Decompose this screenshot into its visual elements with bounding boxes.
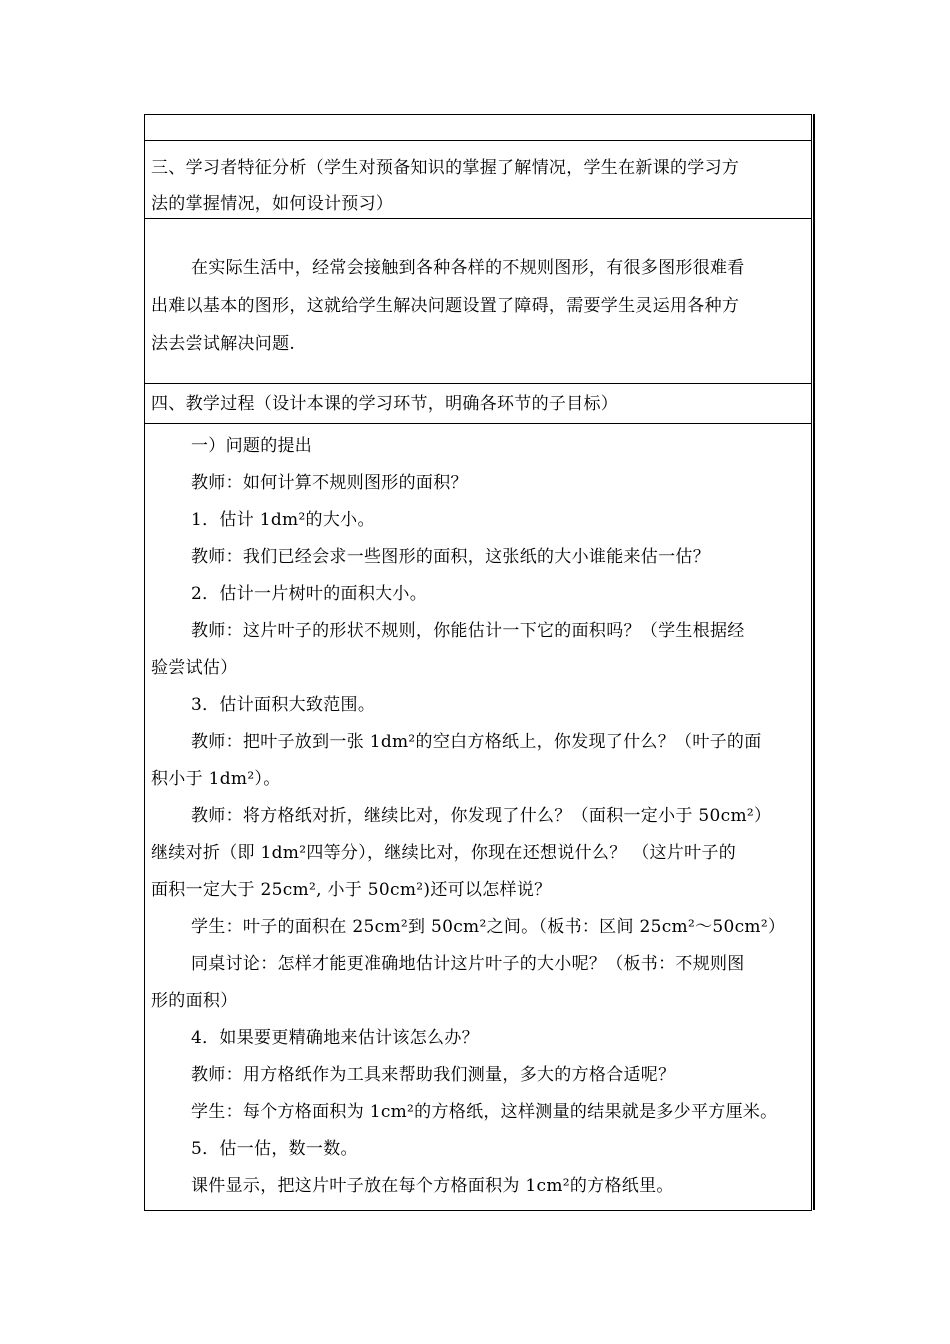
section3-heading-line-1: 三、学习者特征分析（学生对预备知识的掌握了解情况，学生在新课的学习方 <box>151 158 740 178</box>
section4-heading: 四、教学过程（设计本课的学习环节，明确各环节的子目标） <box>151 394 619 414</box>
process-line: 学生：叶子的面积在 25cm²到 50cm²之间。（板书：区间 25cm²～50cm²） <box>191 917 786 937</box>
section4-body-cell <box>145 424 811 1211</box>
process-line: 课件显示，把这片叶子放在每个方格面积为 1cm²的方格纸里。 <box>191 1176 674 1196</box>
process-line: 教师：把叶子放到一张 1dm²的空白方格纸上，你发现了什么？（叶子的面 <box>191 732 762 752</box>
empty-row <box>145 115 811 141</box>
section3-heading-cell <box>145 141 811 219</box>
process-line: 一）问题的提出 <box>191 436 313 456</box>
process-line: 教师：将方格纸对折，继续比对，你发现了什么？（面积一定小于 50cm²） <box>191 806 772 826</box>
process-line: 5．估一估，数一数。 <box>191 1139 358 1159</box>
process-line: 继续对折（即 1dm²四等分），继续比对，你现在还想说什么？ （这片叶子的 <box>151 843 737 863</box>
process-line: 4．如果要更精确地来估计该怎么办？ <box>191 1028 479 1048</box>
process-line: 学生：每个方格面积为 1cm²的方格纸，这样测量的结果就是多少平方厘米。 <box>191 1102 778 1122</box>
process-line: 形的面积） <box>151 991 238 1011</box>
double-border-rule <box>813 114 815 1210</box>
process-line: 3．估计面积大致范围。 <box>191 695 376 715</box>
process-line: 1．估计 1dm²的大小。 <box>191 510 375 530</box>
process-line: 教师：如何计算不规则图形的面积？ <box>191 473 468 493</box>
process-line: 同桌讨论：怎样才能更准确地估计这片叶子的大小呢？（板书：不规则图 <box>191 954 745 974</box>
process-line: 教师：我们已经会求一些图形的面积，这张纸的大小谁能来估一估？ <box>191 547 710 567</box>
lesson-plan-table <box>144 114 812 1211</box>
section3-body-line-2: 出难以基本的图形，这就给学生解决问题设置了障碍，需要学生灵运用各种方 <box>151 296 740 316</box>
section3-body-line-3: 法去尝试解决问题. <box>151 334 296 354</box>
section3-body-line-1: 在实际生活中，经常会接触到各种各样的不规则图形，有很多图形很难看 <box>191 258 745 278</box>
section3-heading-line-2: 法的掌握情况，如何设计预习） <box>151 194 394 214</box>
process-line: 验尝试估） <box>151 658 238 678</box>
process-line: 2．估计一片树叶的面积大小。 <box>191 584 428 604</box>
section4-heading-cell <box>145 384 811 424</box>
process-line: 教师：这片叶子的形状不规则，你能估计一下它的面积吗？（学生根据经 <box>191 621 745 641</box>
section3-body-cell <box>145 219 811 384</box>
process-line: 面积一定大于 25cm², 小于 50cm²)还可以怎样说？ <box>151 880 552 900</box>
process-line: 教师：用方格纸作为工具来帮助我们测量，多大的方格合适呢？ <box>191 1065 676 1085</box>
process-line: 积小于 1dm²）。 <box>151 769 281 789</box>
